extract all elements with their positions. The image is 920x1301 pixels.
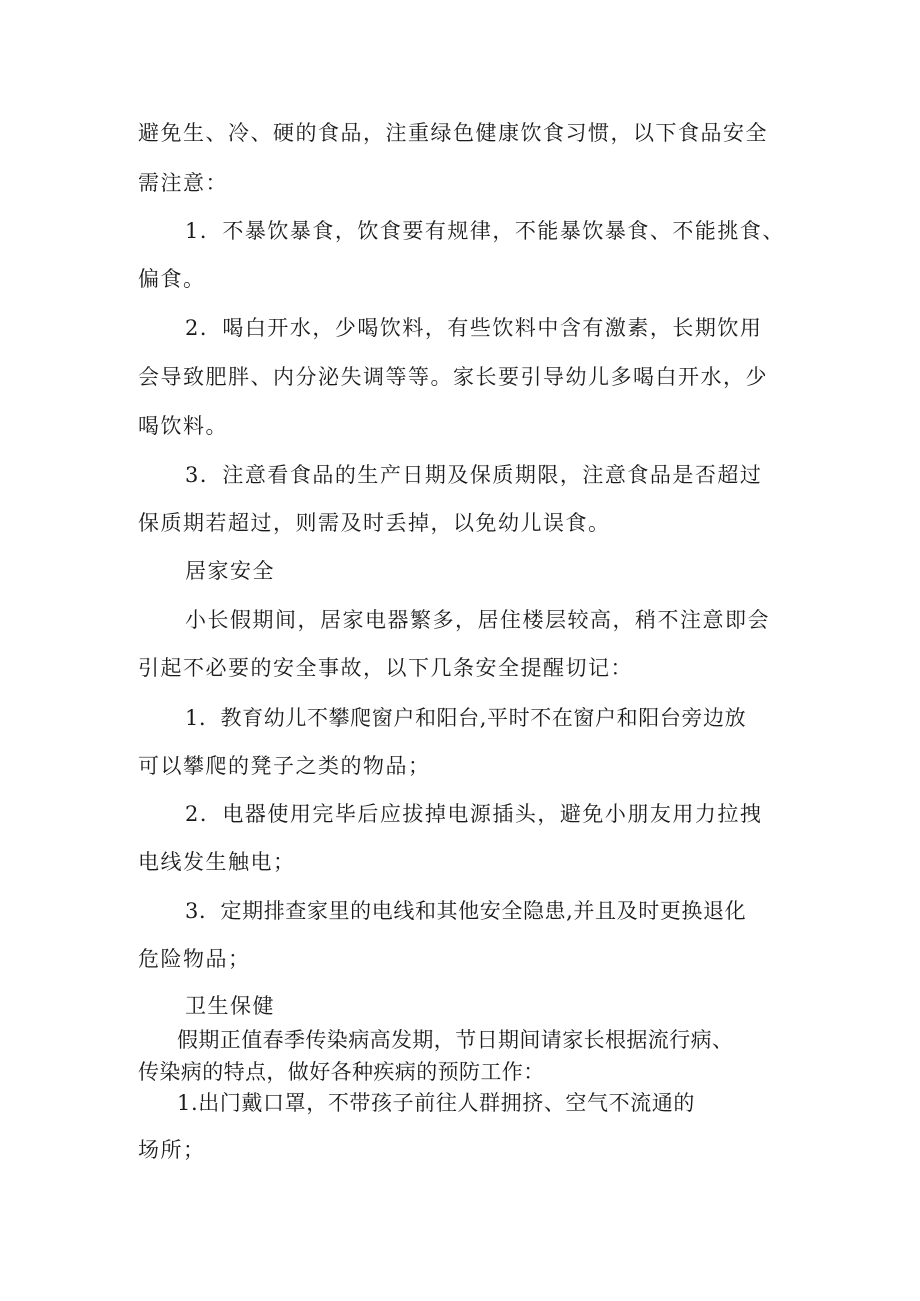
food-item-2-line-3: 喝饮料。: [138, 414, 228, 438]
home-safety-item-1-line-2: 可以攀爬的凳子之类的物品；: [138, 754, 431, 778]
food-intro-line-2: 需注意：: [138, 171, 228, 195]
home-safety-item-2-line-1: 2．电器使用完毕后应拔掉电源插头，避免小朋友用力拉拽: [185, 802, 763, 826]
food-item-2-line-2: 会导致肥胖、内分泌失调等等。家长要引导幼儿多喝白开水，少: [138, 365, 768, 389]
food-item-1-line-1: 1．不暴饮暴食，饮食要有规律，不能暴饮暴食、不能挑食、: [185, 219, 785, 243]
home-safety-item-3-line-1: 3．定期排查家里的电线和其他安全隐患,并且及时更换退化: [185, 899, 747, 923]
hygiene-item-1-line-2: 场所；: [138, 1138, 206, 1162]
hygiene-heading: 卫生保健: [185, 994, 275, 1018]
home-safety-item-2-line-2: 电线发生触电；: [138, 850, 296, 874]
home-safety-item-1-line-1: 1．教育幼儿不攀爬窗户和阳台,平时不在窗户和阳台旁边放: [185, 706, 747, 730]
home-safety-heading: 居家安全: [185, 559, 275, 583]
food-intro-line-1: 避免生、冷、硬的食品，注重绿色健康饮食习惯，以下食品安全: [138, 121, 768, 145]
hygiene-intro-line-1: 假期正值春季传染病高发期，节日期间请家长根据流行病、: [177, 1028, 734, 1052]
hygiene-item-1-line-1: 1.出门戴口罩，不带孩子前往人群拥挤、空气不流通的: [177, 1091, 696, 1115]
food-item-2-line-1: 2．喝白开水，少喝饮料，有些饮料中含有激素，长期饮用: [185, 316, 763, 340]
food-item-1-line-2: 偏食。: [138, 267, 206, 291]
home-safety-intro-line-1: 小长假期间，居家电器繁多，居住楼层较高，稍不注意即会: [185, 608, 770, 632]
food-item-3-line-2: 保质期若超过，则需及时丢掉，以免幼儿误食。: [138, 511, 611, 535]
food-item-3-line-1: 3．注意看食品的生产日期及保质期限，注意食品是否超过: [185, 463, 763, 487]
home-safety-intro-line-2: 引起不必要的安全事故，以下几条安全提醒切记：: [138, 656, 633, 680]
hygiene-intro-line-2: 传染病的特点，做好各种疾病的预防工作：: [138, 1060, 545, 1084]
home-safety-item-3-line-2: 危险物品；: [138, 947, 251, 971]
